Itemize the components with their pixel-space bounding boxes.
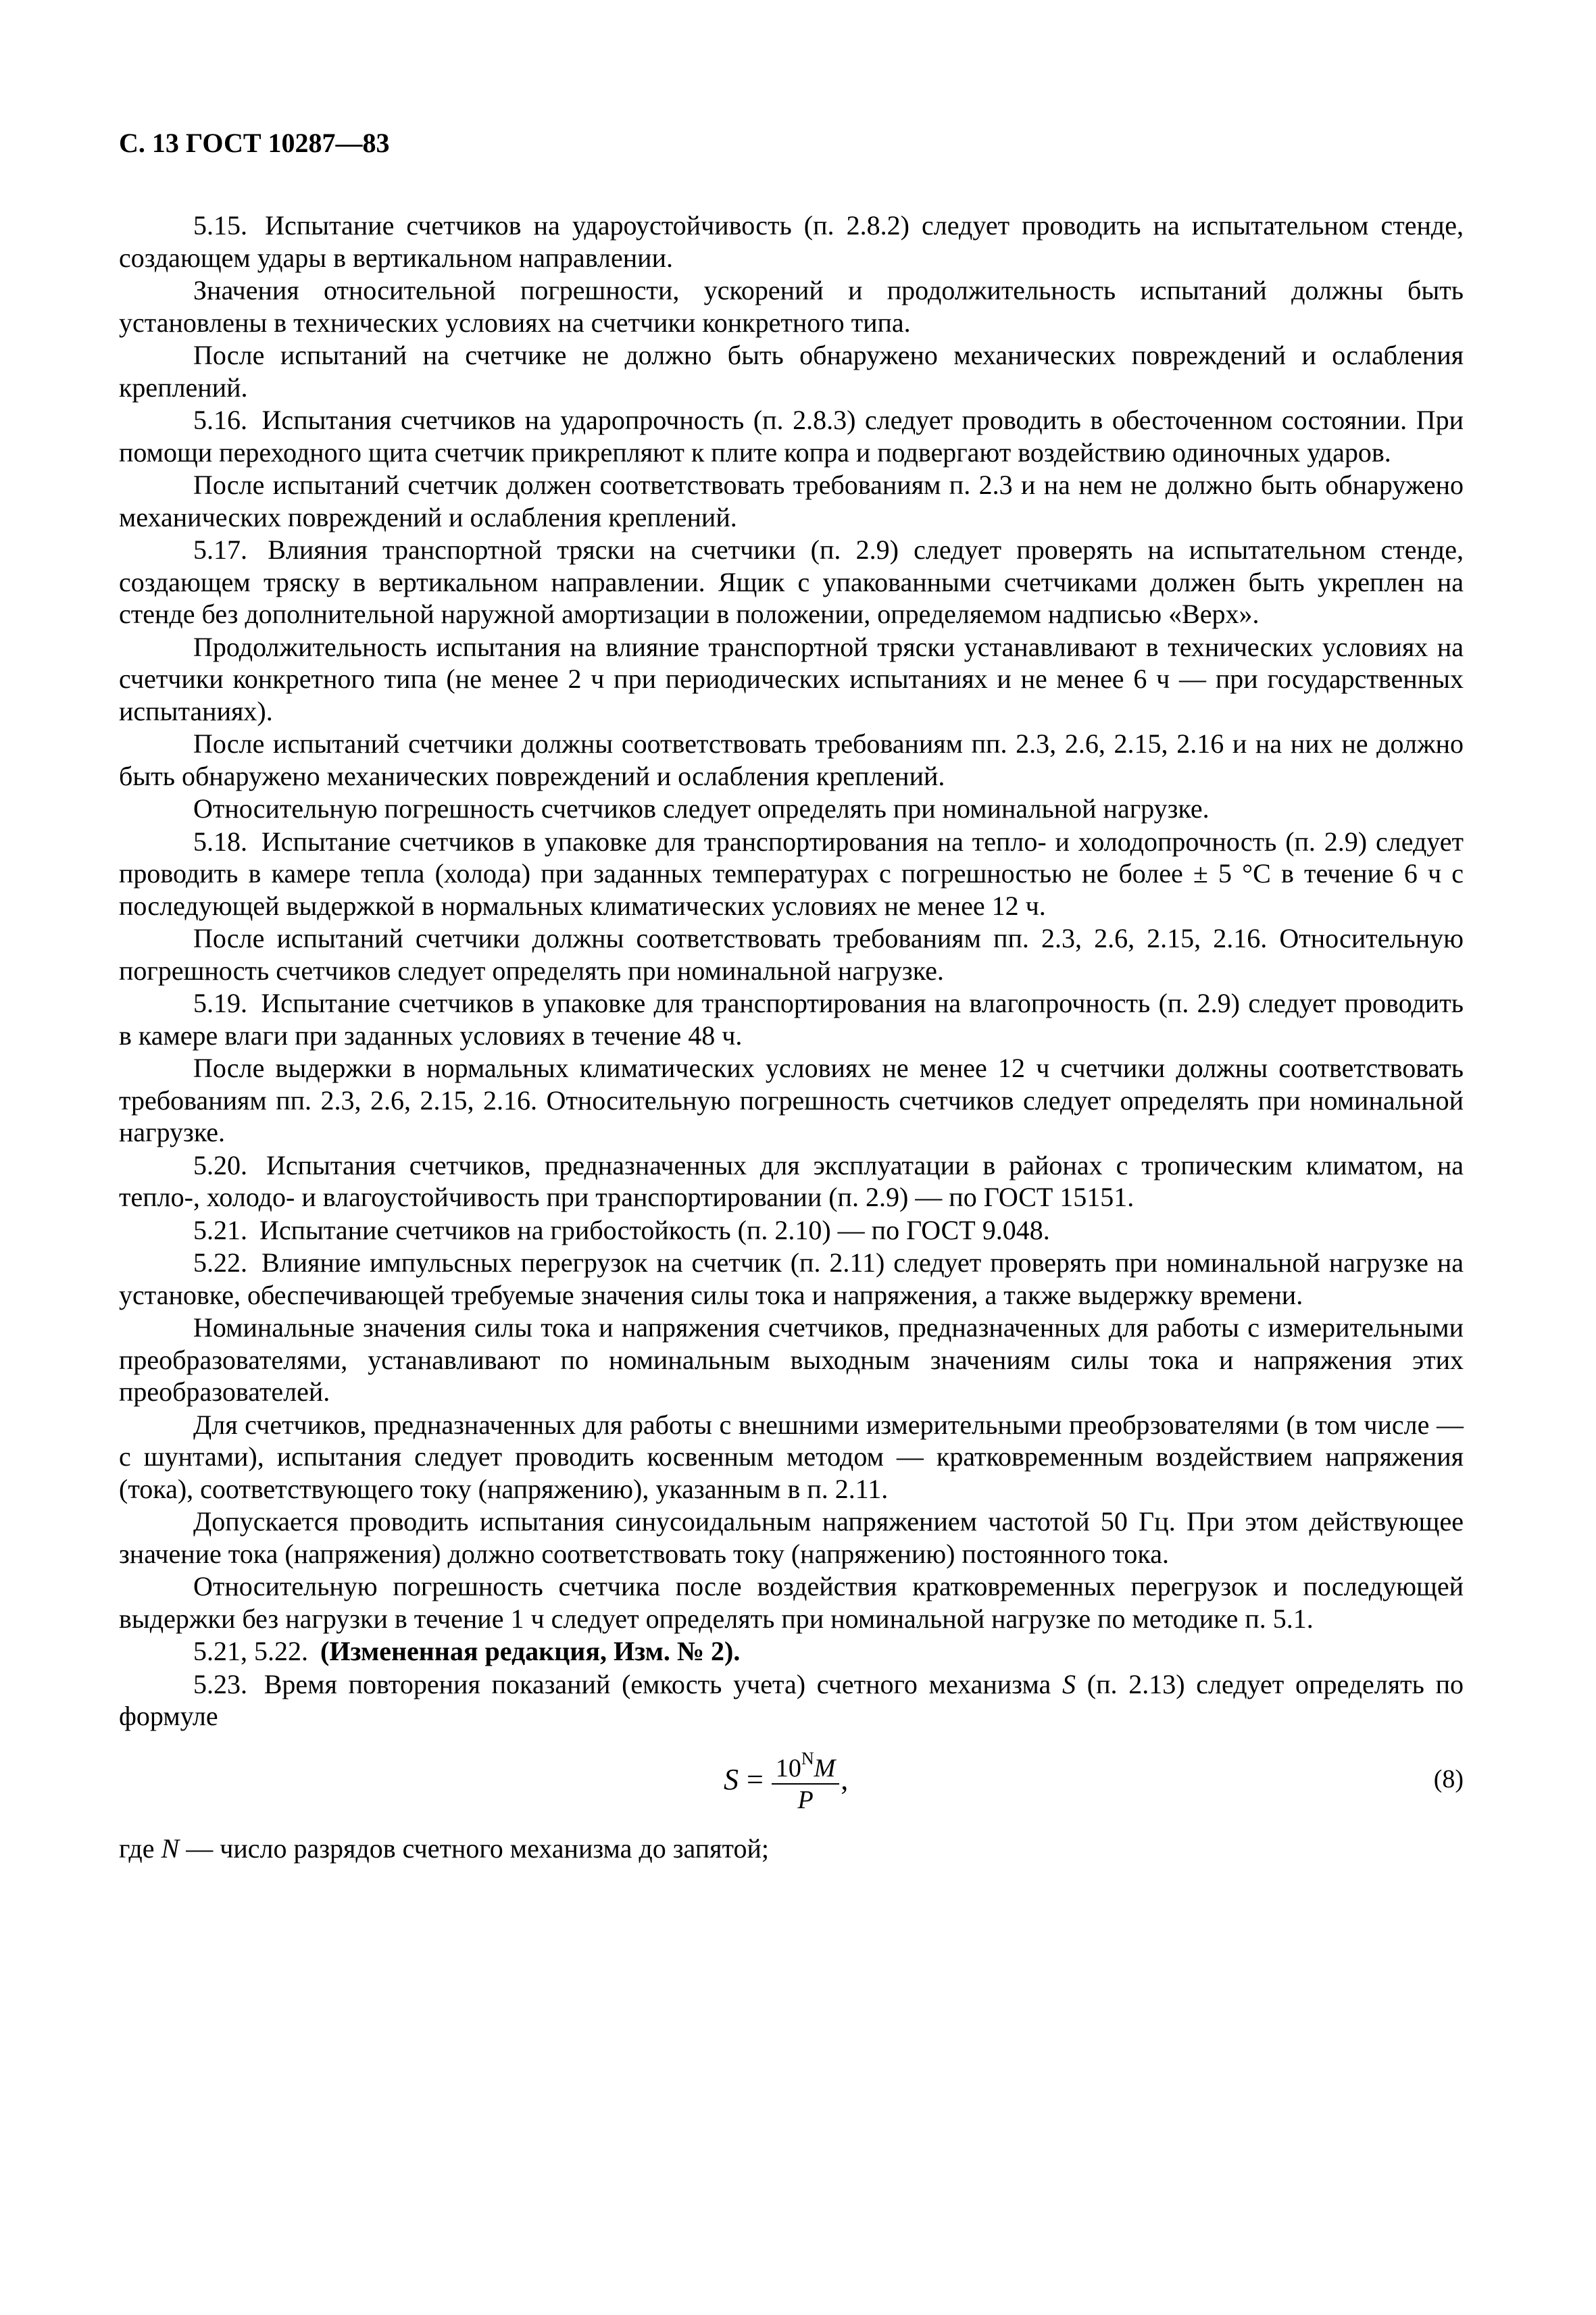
paragraph-5-17 — [119, 534, 1464, 630]
paragraph-5-15 — [119, 209, 1464, 274]
paragraph-text: Влияния транспортной тряски на счетчики (п. 2.9) следует проверять на испытательном стенде, создающем тряску в вертикальном направлении. Ящик с упакованными счетчиками должен быть укреплен на стенде без дополнительной наружной амортизации в положении, определяемом надписью «Верх». — [119, 534, 1464, 629]
where-clause — [119, 1833, 1464, 1865]
clause-number: 5.17. — [193, 534, 247, 565]
paragraph: После испытаний счетчик должен соответствовать требованиям п. 2.3 и на нем не должно быть обнаружено механических повреждений и ослабления креплений. — [119, 470, 1464, 532]
page-header: С. 13 ГОСТ 10287—83 — [119, 128, 390, 158]
paragraph-text: Влияние импульсных перегрузок на счетчик (п. 2.11) следует проверять при номинальной нагрузке на установке, обеспечивающей требуемые значения силы тока и напряжения, а также выдержку времени. — [119, 1247, 1464, 1310]
clause-number: 5.23. — [193, 1668, 247, 1699]
paragraph: Относительную погрешность счетчиков следует определять при номинальной нагрузке. — [193, 793, 1210, 824]
formula-equals: = — [747, 1762, 764, 1796]
paragraph: Номинальные значения силы тока и напряжения счетчиков, предназначенных для работы с измерительными преобразователями, устанавливают по номинальным выходным значениям силы тока и напряжения этих преобразователей. — [119, 1312, 1464, 1407]
variable-n: N — [161, 1833, 180, 1864]
numerator-base: 10 — [775, 1753, 801, 1783]
paragraph: Для счетчиков, предназначенных для работы с внешними измерительными преобрзователями (в том числе — с шунтами), испытания следует проводить косвенным методом — кратковременным воздействием напряжения (тока), соответствующего току (напряжению), указанным в п. 2.11. — [119, 1409, 1464, 1504]
paragraph-5-18 — [119, 826, 1464, 922]
paragraph-5-16 — [119, 404, 1464, 468]
paragraph: Относительную погрешность счетчика после воздействия кратковременных перегрузок и последующей выдержки без нагрузки в течение 1 ч следует определять при номинальной нагрузке по методике п. 5.1. — [119, 1571, 1464, 1634]
formula — [724, 1739, 848, 1820]
formula-block — [119, 1739, 1464, 1820]
clause-number: 5.20. — [193, 1149, 247, 1180]
formula-comma: , — [841, 1762, 849, 1796]
paragraph: После выдержки в нормальных климатических условиях не менее 12 ч счетчики должны соответствовать требованиям пп. 2.3, 2.6, 2.15, 2.16. Относительную погрешность счетчиков следует определять при номинальной нагрузке. — [119, 1053, 1464, 1147]
paragraph-text: Испытание счетчиков на грибостойкость (п. 2.10) — по ГОСТ 9.048. — [259, 1214, 1050, 1245]
paragraph: Допускается проводить испытания синусоидальным напряжением частотой 50 Гц. При этом действующее значение тока (напряжения) должно соответствовать току (напряжению) постоянного тока. — [119, 1506, 1464, 1569]
paragraph-5-22 — [119, 1247, 1464, 1311]
paragraph-5-20 — [119, 1149, 1464, 1214]
paragraph-text: Испытание счетчиков на удароустойчивость (п. 2.8.2) следует проводить на испытательном стенде, создающем удары в вертикальном направлении. — [119, 210, 1464, 273]
amendment-note — [119, 1635, 1464, 1668]
paragraph: Продолжительность испытания на влияние транспортной тряски устанавливают в технических условиях на счетчики конкретного типа (не менее 2 ч при периодических испытаниях и не менее 6 ч — при государственных испытаниях). — [119, 631, 1464, 726]
clause-number: 5.19. — [193, 988, 247, 1018]
paragraph-5-21 — [119, 1214, 1464, 1247]
paragraph-text: Испытание счетчиков в упаковке для транспортирования на тепло- и холодопрочность (п. 2.9) следует проводить в камере тепла (холода) при заданных температурах с погрешностью не более ± 5 °С в течение 6 ч с последующей выдержкой в нормальных климатических условиях не менее 12 ч. — [119, 826, 1464, 921]
paragraph: После испытаний счетчики должны соответствовать требованиям пп. 2.3, 2.6, 2.15, 2.16 и на них не должно быть обнаружено механических повреждений и ослабления креплений. — [119, 728, 1464, 791]
formula-fraction — [772, 1744, 839, 1816]
variable-s: S — [1062, 1668, 1076, 1699]
clause-number: 5.21, 5.22. — [193, 1636, 308, 1666]
paragraph: Значения относительной погрешности, ускорений и продолжительность испытаний должны быть установлены в технических условиях на счетчики конкретного типа. — [119, 275, 1464, 338]
clause-number: 5.18. — [193, 826, 247, 857]
paragraph-text: (п. 2.13) следует определять по формуле — [119, 1668, 1464, 1731]
clause-number: 5.21. — [193, 1214, 247, 1245]
paragraph: После испытаний на счетчике не должно быть обнаружено механических повреждений и ослабления креплений. — [119, 340, 1464, 403]
amendment-text: (Измененная редакция, Изм. № 2). — [320, 1636, 741, 1666]
paragraph-5-19 — [119, 987, 1464, 1051]
fraction-numerator — [772, 1744, 839, 1783]
clause-number: 5.22. — [193, 1247, 247, 1278]
numerator-exponent: N — [801, 1748, 814, 1768]
clause-number: 5.15. — [193, 210, 247, 241]
formula-lhs: S — [724, 1762, 739, 1796]
paragraph-text: Испытания счетчиков на ударопрочность (п. 2.8.3) следует проводить в обесточенном состоянии. При помощи переходного щита счетчик прикрепляют к плите копра и подвергают воздействию одиночных ударов. — [119, 405, 1464, 468]
clause-number: 5.16. — [193, 405, 247, 435]
paragraph-5-23 — [119, 1668, 1464, 1733]
where-prefix: где — [119, 1833, 155, 1864]
numerator-variable: M — [814, 1753, 836, 1783]
fraction-denominator: P — [797, 1785, 814, 1814]
equation-number: (8) — [1433, 1764, 1464, 1793]
paragraph-text: Испытания счетчиков, предназначенных для эксплуатации в районах с тропическим климатом, на тепло-, холодо- и влагоустойчивость при транспортировании (п. 2.9) — по ГОСТ 15151. — [119, 1149, 1464, 1212]
paragraph: После испытаний счетчики должны соответствовать требованиям пп. 2.3, 2.6, 2.15, 2.16. Относительную погрешность счетчиков следует определять при номинальной нагрузке. — [119, 923, 1464, 986]
where-text: — число разрядов счетного механизма до запятой; — [186, 1833, 770, 1864]
document-body — [119, 209, 1464, 1865]
paragraph-text: Испытание счетчиков в упаковке для транспортирования на влагопрочность (п. 2.9) следует проводить в камере влаги при заданных условиях в течение 48 ч. — [119, 988, 1464, 1051]
paragraph-text: Время повторения показаний (емкость учета) счетного механизма — [264, 1668, 1051, 1699]
